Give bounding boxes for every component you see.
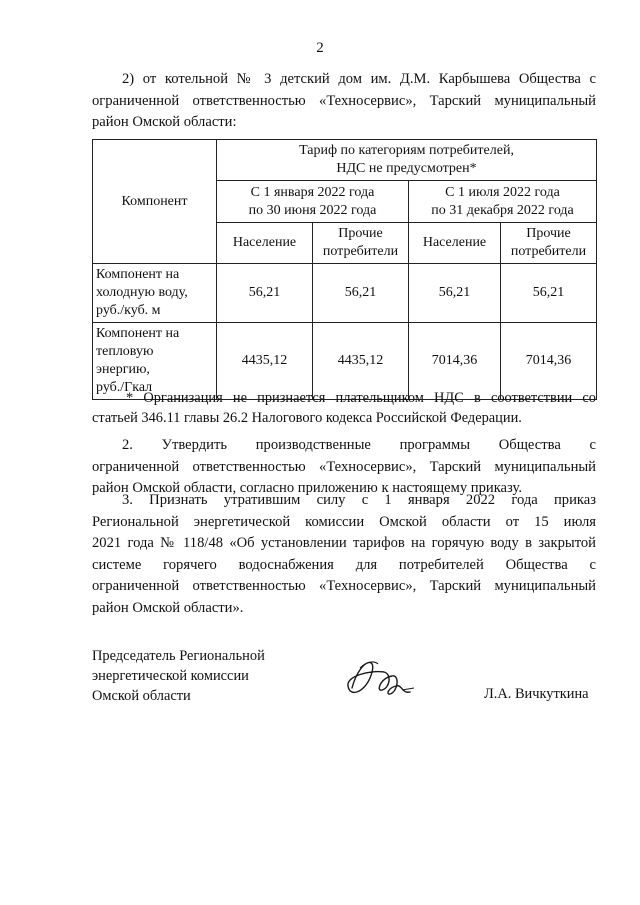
signatory-title-line: энергетической комиссии <box>92 668 249 684</box>
table-cell: 56,21 <box>313 264 409 323</box>
col-population-1 <box>217 223 313 264</box>
table-cell: 56,21 <box>409 264 501 323</box>
text-line: район Омской области». <box>92 599 244 616</box>
text-line: ограниченной ответственностью «Техносервис», Тарский муниципальный <box>92 578 596 594</box>
text-line: 2. Утвердить производственные программы Общества с <box>122 437 596 453</box>
tariff-header-cell <box>217 140 597 181</box>
point-3-paragraph <box>92 490 596 619</box>
row-label-line: руб./куб. м <box>96 303 161 318</box>
row-label-line: Компонент на <box>96 267 180 282</box>
footnote-line: статьей 346.11 главы 26.2 Налогового кодекса Российской Федерации. <box>92 410 522 426</box>
signatory-name: Л.А. Вичкуткина <box>484 686 589 702</box>
page-number: 2 <box>316 40 324 56</box>
row-label-cold-water <box>93 264 217 323</box>
text-line: район Омской области: <box>92 114 237 130</box>
col-population-2 <box>409 223 501 264</box>
text-line: 2021 года № 118/48 «Об установлении тарифов на горячую воду в закрытой <box>92 535 596 551</box>
signatory-title <box>92 646 265 706</box>
table-cell: 4435,12 <box>217 323 313 400</box>
text-line: системе горячего водоснабжения для потребителей Общества с <box>92 556 596 573</box>
signatory-title-line: Председатель Региональной <box>92 648 265 664</box>
tariff-header-line-2: НДС не предусмотрен* <box>336 161 477 176</box>
text-line: Региональной энергетической комиссии Омской области от 15 июля <box>92 513 596 530</box>
row-label-line: Компонент на <box>96 326 180 341</box>
footnote-line: * Организация не признается плательщиком НДС в соответствии со <box>126 390 596 406</box>
tariff-table <box>92 139 597 400</box>
col-population-label: Население <box>422 235 487 250</box>
table-row <box>93 264 597 323</box>
table-cell: 7014,36 <box>409 323 501 400</box>
col-population-label: Население <box>232 235 297 250</box>
period-1-line-1: С 1 января 2022 года <box>250 184 375 200</box>
period-1-header <box>217 181 409 223</box>
row-label-line: холодную воду, <box>96 285 188 300</box>
col-other-label-2: потребители <box>322 244 399 259</box>
text-line: район Омской области, согласно приложению к настоящему приказу. <box>92 480 522 496</box>
text-line: 3. Признать утратившим силу с 1 января 2022 года приказ <box>122 492 596 508</box>
component-header: Компонент <box>121 193 188 209</box>
text-line: 2) от котельной № 3 детский дом им. Д.М. Карбышева Общества с <box>122 71 596 87</box>
vat-footnote <box>92 388 596 428</box>
row-label-line: энергию, <box>96 362 150 377</box>
table-cell: 4435,12 <box>313 323 409 400</box>
period-2-line-2: по 31 декабря 2022 года <box>431 202 574 218</box>
col-other-label-1: Прочие <box>338 226 383 241</box>
tariff-header-line-1: Тариф по категориям потребителей, <box>299 143 514 158</box>
col-other-2 <box>501 223 597 264</box>
period-2-line-1: С 1 июля 2022 года <box>445 184 560 200</box>
item-2-paragraph <box>92 69 596 134</box>
period-1-line-2: по 30 июня 2022 года <box>248 202 377 218</box>
signatory-title-line: Омской области <box>92 688 191 704</box>
handwritten-signature <box>340 648 420 708</box>
table-cell: 56,21 <box>501 264 597 323</box>
row-label-line: тепловую <box>96 344 154 359</box>
table-cell: 7014,36 <box>501 323 597 400</box>
col-other-1 <box>313 223 409 264</box>
component-header-cell <box>93 140 217 264</box>
col-other-label-1: Прочие <box>526 226 571 241</box>
col-other-label-2: потребители <box>510 244 587 259</box>
row-label-line: руб./Гкал <box>96 380 153 395</box>
table-cell: 56,21 <box>217 264 313 323</box>
period-2-header <box>409 181 597 223</box>
text-line: ограниченной ответственностью «Техносервис», Тарский муниципальный <box>92 92 596 109</box>
text-line: ограниченной ответственностью «Техносервис», Тарский муниципальный <box>92 458 596 475</box>
